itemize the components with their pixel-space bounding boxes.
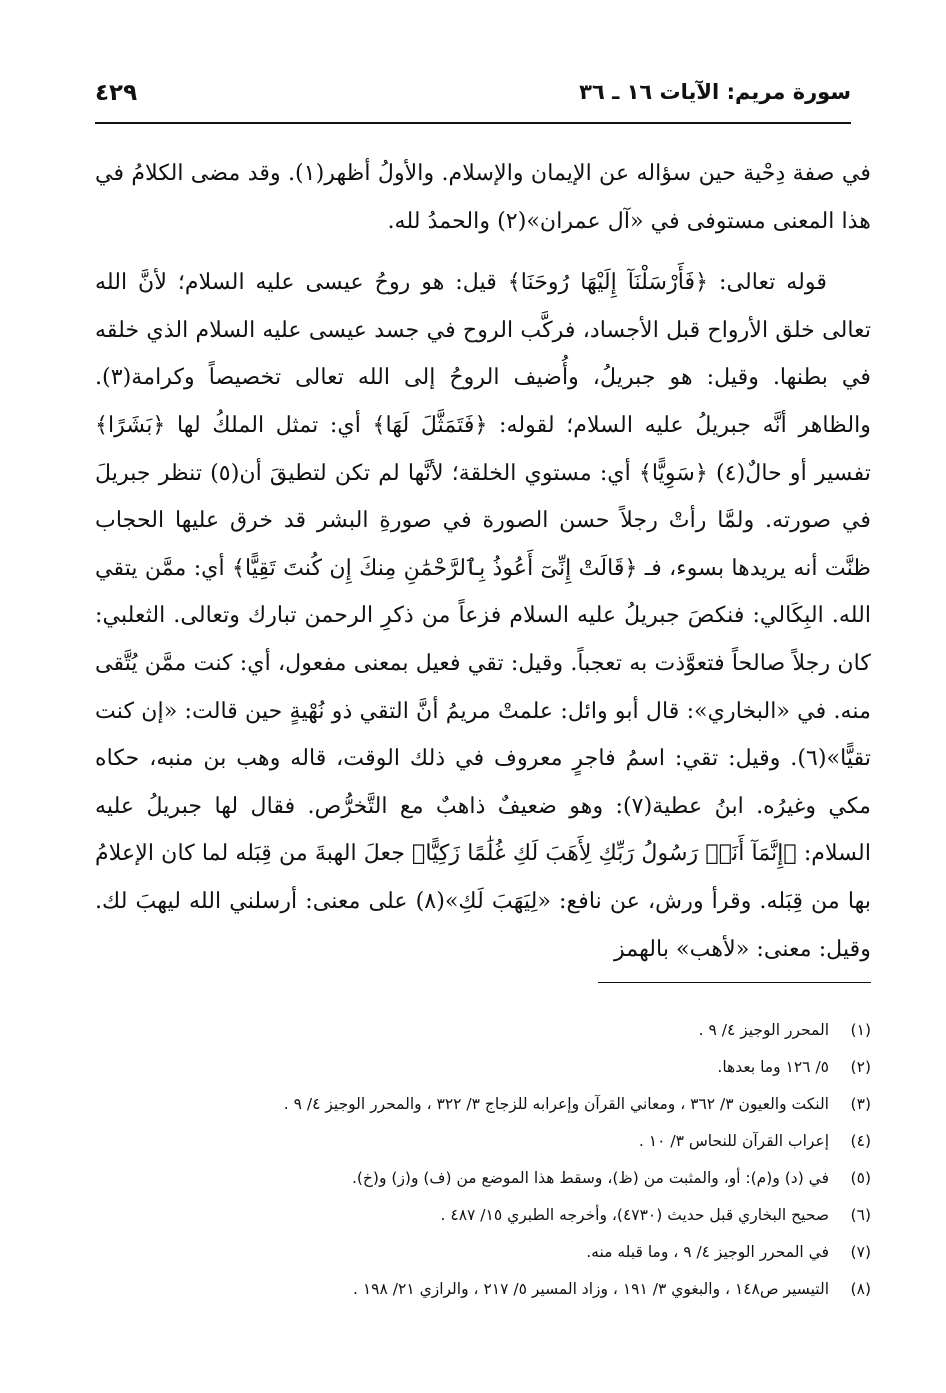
paragraph: في صفة دِحْية حين سؤاله عن الإيمان والإسلام. والأولُ أظهر(١). وقد مضى الكلامُ في هذا المعنى مستوفى في «آل عمران»(٢) والحمدُ لله. <box>95 160 871 234</box>
footnote <box>95 1049 871 1086</box>
footnote-text: في المحرر الوجيز ٤/ ٩ ، وما قبله منه. <box>586 1243 829 1261</box>
footnote-text: التيسير ص١٤٨ ، والبغوي ٣/ ١٩١ ، وزاد المسير ٥/ ٢١٧ ، والرازي ٢١/ ١٩٨ . <box>353 1280 829 1298</box>
footnote-divider <box>598 982 871 983</box>
footnote-number: (٤) <box>850 1132 871 1150</box>
footnote-number: (٥) <box>850 1169 871 1187</box>
footnote-text: في (د) و(م): أو، والمثبت من (ظ)، وسقط هذا الموضع من (ف) و(ز) و(خ). <box>351 1169 829 1187</box>
paragraph: قوله تعالى: ﴿فَأَرْسَلْنَآ إِلَيْهَا رُوحَنَا﴾ قيل: هو روحُ عيسى عليه السلام؛ لأنَّ الله تعالى خلق الأرواح قبل الأجساد، فركَّب الروح في جسد عيسى عليه السلام الذي خلقه في بطنها. وقيل: هو جبريلُ، وأُضيف الروحُ إلى الله تعالى تخصيصاً وكرامة(٣). والظاهر أنَّه جبريلُ عليه السلام؛ لقوله: ﴿فَتَمَثَّلَ لَهَا﴾ أي: تمثل الملكُ لها ﴿بَشَرًا﴾ تفسير أو حالٌ(٤) ﴿سَوِيًّا﴾ أي: مستوي الخلقة؛ لأنَّها لم تكن لتطيقَ أن(٥) تنظر جبريلَ في صورته. ولمَّا رأتْ رجلاً حسن الصورة في صورةِ البشر قد خرق عليها الحجاب ظنَّت أنه يريدها بسوء، فـ ﴿قَالَتْ إِنِّىٓ أَعُوذُ بِٱلرَّحْمَٰنِ مِنكَ إِن كُنتَ تَقِيًّا﴾ أي: ممَّن يتقي الله. البِكَالي: فنكصَ جبريلُ عليه السلام فزعاً من ذكرِ الرحمن تبارك وتعالى. الثعلبي: كان رجلاً صالحاً فتعوَّذت به تعجباً. وقيل: تقي فعيل بمعنى مفعول، أي: كنت ممَّن يُتَّقى منه. في «البخاري»: قال أبو وائل: علمتْ مريمُ أنَّ التقي ذو نُهْيةٍ حين قالت: «إن كنت تقيًّا»(٦). وقيل: تقي: اسمُ فاجرٍ معروف في ذلك الوقت، قاله وهب بن منبه، حكاه مكي وغيرُه. ابنُ عطية(٧): وهو ضعيفٌ ذاهبٌ مع التَّخرُّص. فقال لها جبريلُ عليه السلام: ﴿إِنَّمَآ أَنَا۠ رَسُولُ رَبِّكِ لِأَهَبَ لَكِ غُلَٰمًا زَكِيًّا﴾ جعلَ الهبةَ من قِبَله لما كان الإعلامُ بها من قِبَله. وقرأ ورش، عن نافع: «لِيَهَبَ لَكِ»(٨) على معنى: أرسلني الله ليهبَ لك. وقيل: معنى: «لأهب» بالهمز <box>95 269 872 962</box>
footnote <box>95 1234 871 1271</box>
footnote-number: (٣) <box>850 1095 871 1113</box>
footnote-number: (٢) <box>850 1058 871 1076</box>
footnote-number: (٨) <box>850 1280 871 1298</box>
header-title: سورة مريم: الآيات ١٦ ـ ٣٦ <box>579 80 851 104</box>
page-number: ٤٢٩ <box>95 80 138 106</box>
footnote <box>95 1086 871 1123</box>
footnote-text: إعراب القرآن للنحاس ٣/ ١٠ . <box>638 1132 829 1150</box>
header-divider <box>95 122 851 124</box>
main-text <box>95 150 871 973</box>
footnote <box>95 1012 871 1049</box>
footnote-number: (٧) <box>850 1243 871 1261</box>
footnote-text: صحيح البخاري قبل حديث (٤٧٣٠)، وأخرجه الطبري ١٥/ ٤٨٧ . <box>440 1206 829 1224</box>
footnote-number: (١) <box>850 1021 871 1039</box>
footnote-number: (٦) <box>850 1206 871 1224</box>
footnote-text: النكت والعيون ٣/ ٣٦٢ ، ومعاني القرآن وإعرابه للزجاج ٣/ ٣٢٢ ، والمحرر الوجيز ٤/ ٩ . <box>283 1095 829 1113</box>
footnote <box>95 1197 871 1234</box>
footnote <box>95 1123 871 1160</box>
footnote <box>95 1271 871 1308</box>
footnote-text: المحرر الوجيز ٤/ ٩ . <box>698 1021 829 1039</box>
footnote-text: ٥/ ١٢٦ وما بعدها. <box>717 1058 829 1076</box>
footnote <box>95 1160 871 1197</box>
footnotes <box>95 1012 871 1308</box>
running-header <box>95 78 851 118</box>
